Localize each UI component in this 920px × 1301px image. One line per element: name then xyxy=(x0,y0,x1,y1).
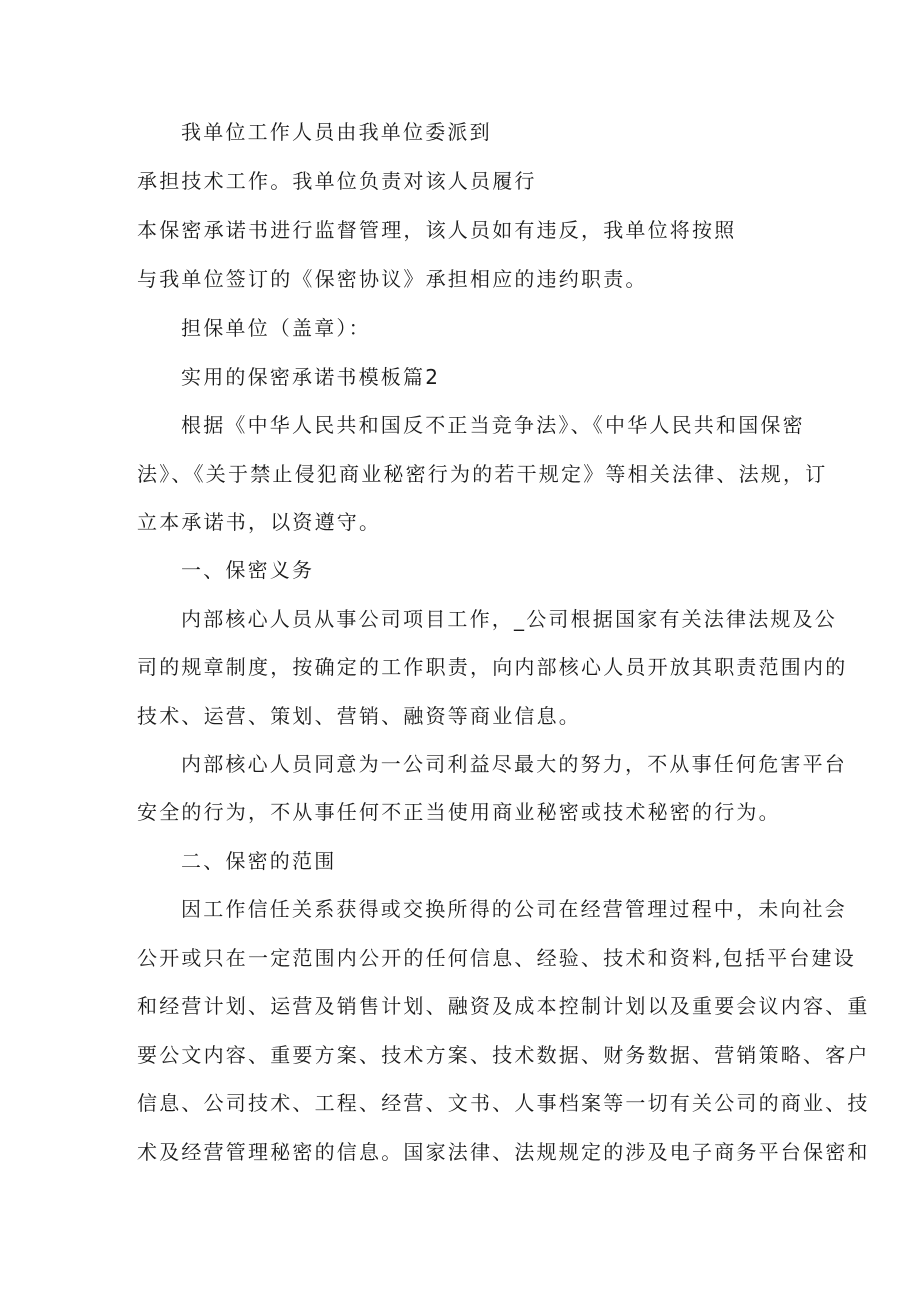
paragraph-line: 我单位工作人员由我单位委派到 xyxy=(181,120,492,144)
paragraph-line: 本保密承诺书进行监督管理，该人员如有违反，我单位将按照 xyxy=(137,218,737,242)
signature-label: 担保单位（盖章）： xyxy=(181,316,371,340)
paragraph-line: 司的规章制度，按确定的工作职责，向内部核心人员开放其职责范围内的 xyxy=(137,655,848,679)
paragraph-line: 信息、公司技术、工程、经营、文书、人事档案等一切有关公司的商业、技 xyxy=(137,1091,870,1115)
paragraph-line: 要公文内容、重要方案、技术方案、技术数据、财务数据、营销策略、客户 xyxy=(137,1043,870,1067)
paragraph-line: 公开或只在一定范围内公开的任何信息、经验、技术和资料,包括平台建设 xyxy=(137,946,856,970)
paragraph-line: 立本承诺书，以资遵守。 xyxy=(137,510,382,534)
section-title: 实用的保密承诺书模板篇2 xyxy=(181,365,441,389)
paragraph-line: 承担技术工作。我单位负责对该人员履行 xyxy=(137,169,537,193)
paragraph-line: 技术、运营、策划、营销、融资等商业信息。 xyxy=(137,704,581,728)
paragraph-line: 内部核心人员从事公司项目工作，_公司根据国家有关法律法规及公 xyxy=(181,607,837,631)
paragraph-line: 内部核心人员同意为一公司利益尽最大的努力，不从事任何危害平台 xyxy=(181,752,847,776)
section-heading: 一、保密义务 xyxy=(181,558,315,582)
paragraph-line: 法》、《关于禁止侵犯商业秘密行为的若干规定》等相关法律、法规，订 xyxy=(137,462,828,486)
paragraph-line: 与我单位签订的《保密协议》承担相应的违约职责。 xyxy=(137,267,648,291)
section-heading: 二、保密的范围 xyxy=(181,849,337,873)
paragraph-line: 安全的行为，不从事任何不正当使用商业秘密或技术秘密的行为。 xyxy=(137,800,781,824)
paragraph-line: 术及经营管理秘密的信息。国家法律、法规规定的涉及电子商务平台保密和 xyxy=(137,1140,870,1164)
paragraph-line: 根据《中华人民共和国反不正当竞争法》、《中华人民共和国保密 xyxy=(181,413,805,437)
paragraph-line: 因工作信任关系获得或交换所得的公司在经营管理过程中，未向社会 xyxy=(181,897,847,921)
paragraph-line: 和经营计划、运营及销售计划、融资及成本控制计划以及重要会议内容、重 xyxy=(137,994,870,1018)
